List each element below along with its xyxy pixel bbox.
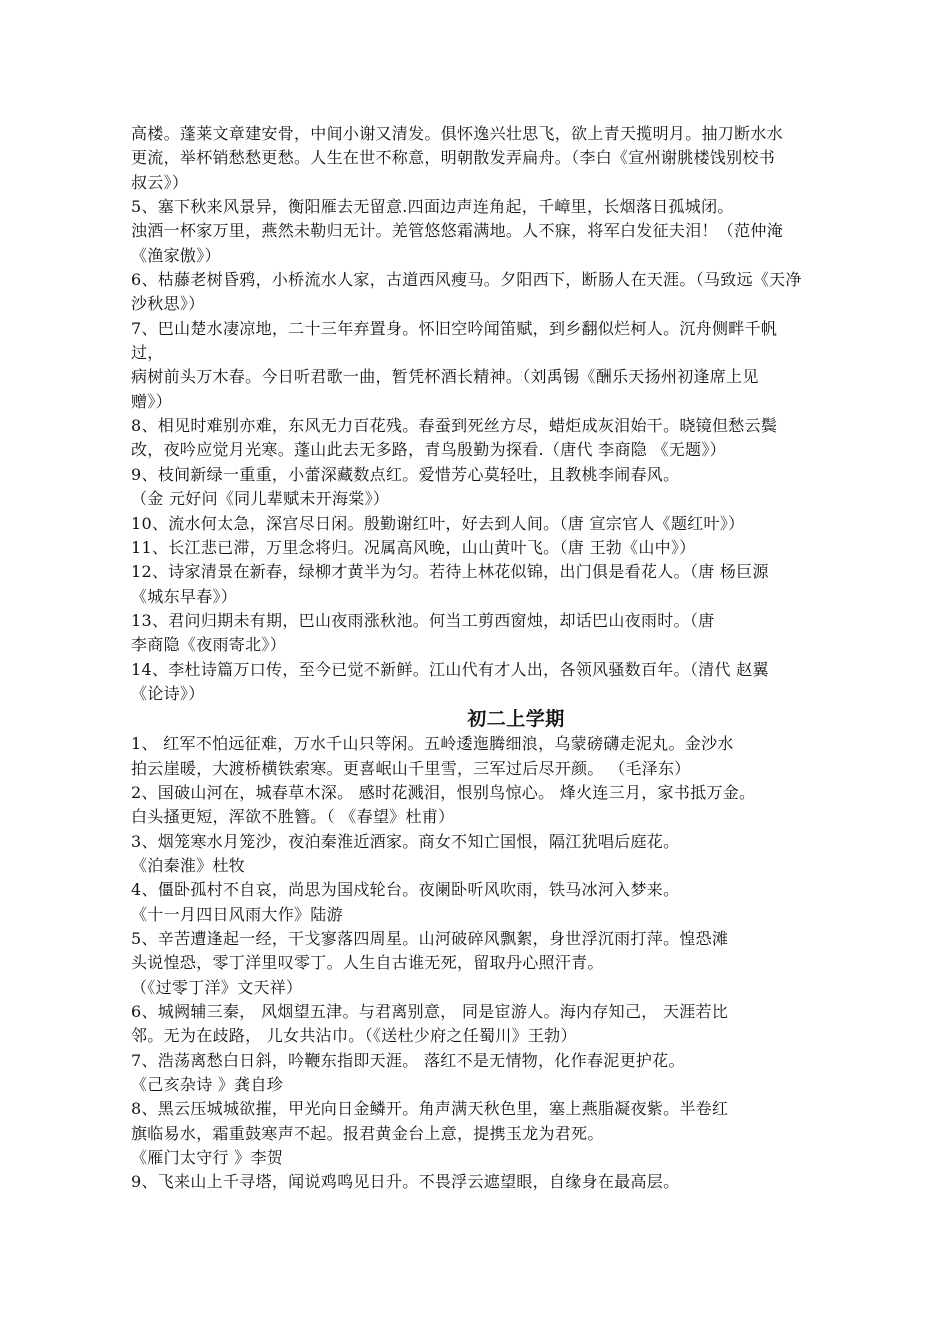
text-line: 2、国破山河在，城春草木深。 感时花溅泪，恨别鸟惊心。 烽火连三月，家书抵万金。 [131, 782, 756, 802]
text-line: 头说惶恐，零丁洋里叹零丁。人生自古谁无死，留取丹心照汗青。 [131, 953, 604, 973]
text-line: 《城东早春》） [131, 586, 238, 606]
text-line: 白头搔更短，浑欲不胜簪。（ 《春望》杜甫） [131, 807, 455, 827]
text-line: 过， [131, 343, 164, 363]
text-line: 拍云崖暖，大渡桥横铁索寒。更喜岷山千里雪，三军过后尽开颜。 （毛泽东） [131, 758, 691, 778]
text-line: 13、君问归期未有期，巴山夜雨涨秋池。何当工剪西窗烛，却话巴山夜雨时。（唐 [131, 610, 715, 630]
text-line: 更流，举杯销愁愁更愁。人生在世不称意，明朝散发弄扁舟。（李白《宣州谢朓楼饯别校书 [131, 148, 776, 168]
text-line: （《过零丁洋》文天祥） [131, 977, 303, 997]
text-line: 旗临易水，霜重鼓寒声不起。报君黄金台上意，提携玉龙为君死。 [131, 1123, 604, 1143]
text-line: 7、浩荡离愁白日斜，吟鞭东指即天涯。 落红不是无情物，化作春泥更护花。 [131, 1050, 685, 1070]
text-line: 6、枯藤老树昏鸦，小桥流水人家，古道西风瘦马。夕阳西下，断肠人在天涯。（马致远《天净 [131, 270, 802, 290]
text-line: 10、流水何太急，深宫尽日闲。殷勤谢红叶，好去到人间。（唐 宣宗官人《题红叶》） [131, 513, 745, 533]
text-line: 3、烟笼寒水月笼沙，夜泊秦淮近酒家。商女不知亡国恨，隔江犹唱后庭花。 [131, 831, 680, 851]
text-line: 高楼。蓬莱文章建安骨，中间小谢又清发。俱怀逸兴壮思飞，欲上青天揽明月。抽刀断水水 [131, 124, 784, 143]
text-line: 《泊秦淮》杜牧 [131, 855, 246, 875]
text-line: 5、塞下秋来风景异，衡阳雁去无留意.四面边声连角起，千嶂里，长烟落日孤城闭。 [131, 197, 734, 217]
section-poems-part2 [131, 732, 871, 1195]
text-line: 5、辛苦遭逢起一经，干戈寥落四周星。山河破碎风飘絮，身世浮沉雨打萍。惶恐滩 [131, 929, 729, 948]
text-line: 沙秋思》） [131, 294, 205, 314]
text-line: 浊酒一杯家万里，燕然未勒归无计。羌管悠悠霜满地。人不寐，将军白发征夫泪！（范仲淹 [131, 221, 784, 241]
text-line: 8、相见时难别亦难，东风无力百花残。春蚕到死丝方尽，蜡炬成灰泪始干。晓镜但愁云鬓 [131, 416, 778, 436]
section-poems-part1 [131, 122, 871, 706]
text-line: 改，夜吟应觉月光寒。蓬山此去无多路，青鸟殷勤为探看.（唐代 李商隐 《无题》） [131, 440, 726, 460]
text-line: 赠》） [131, 391, 172, 411]
text-line: 11、长江悲已滞，万里念将归。况属高风晚，山山黄叶飞。（唐 王勃《山中》） [131, 537, 696, 557]
text-line: 7、巴山楚水凄凉地，二十三年弃置身。怀旧空吟闻笛赋，到乡翻似烂柯人。沉舟侧畔千帆 [131, 318, 778, 338]
document-page [131, 122, 871, 1195]
text-line: 6、城阙辅三秦， 风烟望五津。与君离别意， 同是宦游人。海内存知己， 天涯若比 [131, 1002, 729, 1022]
text-line: 《论诗》） [131, 683, 205, 703]
text-line: 《十一月四日风雨大作》陆游 [131, 904, 343, 924]
text-line: 1、 红军不怕远征难，万水千山只等闲。五岭逶迤腾细浪，乌蒙磅礴走泥丸。金沙水 [131, 734, 734, 754]
section-heading: 初二上学期 [467, 708, 565, 731]
text-line: 邻。无为在歧路， 儿女共沾巾。（《送杜少府之任蜀川》王勃） [131, 1026, 577, 1046]
text-line: 病树前头万木春。今日听君歌一曲，暂凭杯酒长精神。（刘禹锡《酬乐天扬州初逢席上见 [131, 367, 759, 387]
text-line: 8、黑云压城城欲摧，甲光向日金鳞开。角声满天秋色里，塞上燕脂凝夜紫。半卷红 [131, 1099, 729, 1119]
text-line: 叔云》） [131, 172, 189, 192]
text-line: 《渔家傲》） [131, 245, 221, 265]
text-line: 14、李杜诗篇万口传，至今已觉不新鲜。江山代有才人出，各领风骚数百年。（清代 赵翼 [131, 659, 769, 679]
text-line: 《雁门太守行 》李贺 [131, 1148, 284, 1168]
text-line: 《己亥杂诗 》龚自珍 [131, 1075, 284, 1095]
text-line: 4、僵卧孤村不自哀，尚思为国戍轮台。夜阑卧听风吹雨，铁马冰河入梦来。 [131, 880, 680, 900]
text-line: 12、诗家清景在新春，绿柳才黄半为匀。若待上林花似锦，出门俱是看花人。（唐 杨巨源 [131, 562, 769, 582]
text-line: 9、枝间新绿一重重，小蕾深藏数点红。爱惜芳心莫轻吐，且教桃李闹春风。 [131, 464, 680, 484]
text-line: （金 元好问《同儿辈赋未开海棠》） [131, 489, 390, 509]
text-line: 李商隐《夜雨寄北》） [131, 635, 287, 655]
text-line: 9、飞来山上千寻塔，闻说鸡鸣见日升。不畏浮云遮望眼，自缘身在最高层。 [131, 1172, 680, 1192]
